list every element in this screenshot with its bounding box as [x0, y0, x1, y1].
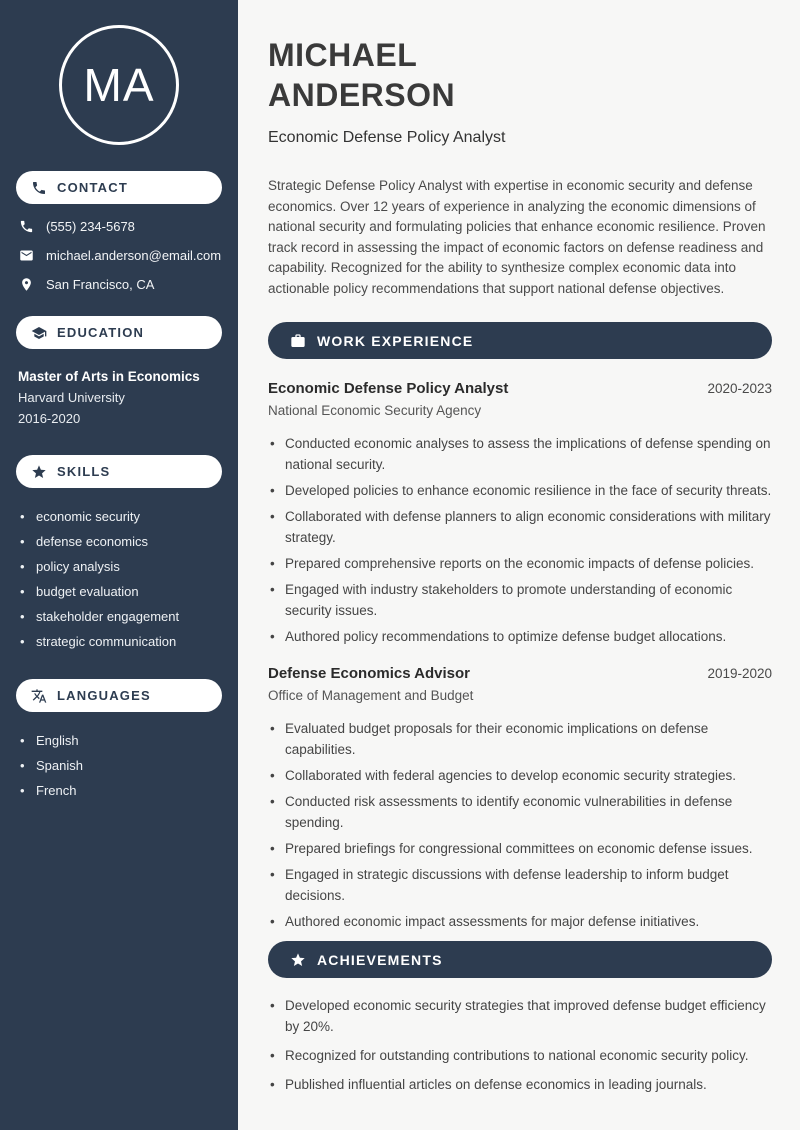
work-experience-section-title: WORK EXPERIENCE — [317, 332, 474, 349]
job-company: National Economic Security Agency — [268, 403, 482, 418]
skills-section-header — [16, 455, 222, 488]
education-degree: Master of Arts in Economics — [18, 369, 200, 384]
email-address: michael.anderson@email.com — [46, 248, 222, 263]
job-bullet: • Prepared briefings for congressional committees on economic defense issues. — [268, 838, 772, 859]
job-bullet: • Authored economic impact assessments for major defense initiatives. — [268, 911, 772, 932]
language-item: • French — [20, 778, 222, 803]
job-bullet: • Evaluated budget proposals for their economic implications on defense capabilities. — [268, 718, 772, 760]
skill-item: • defense economics — [20, 529, 222, 554]
skills-section-title: SKILLS — [57, 464, 111, 479]
job-header — [268, 380, 772, 397]
phone-icon — [19, 219, 34, 234]
achievements-section-header — [268, 941, 772, 978]
job-bullet: • Engaged with industry stakeholders to promote understanding of economic security issues. — [268, 579, 772, 621]
skill-item: • strategic communication — [20, 629, 222, 654]
job-dates: 2019-2020 — [707, 666, 772, 681]
education-years: 2016-2020 — [18, 411, 81, 426]
achievement-bullet: • Recognized for outstanding contributions to national economic security policy. — [268, 1045, 772, 1066]
job-bullet: • Conducted economic analyses to assess the implications of defense spending on national security. — [268, 433, 772, 475]
languages-section-title: LANGUAGES — [57, 688, 151, 703]
location-text: San Francisco, CA — [46, 277, 155, 292]
job-dates: 2020-2023 — [707, 381, 772, 396]
main-content — [238, 0, 800, 1130]
job-bullet: • Prepared comprehensive reports on the economic impacts of defense policies. — [268, 553, 772, 574]
language-item: • English — [20, 728, 222, 753]
education-section-title: EDUCATION — [57, 325, 145, 340]
avatar-initials: MA — [83, 59, 155, 111]
contact-section-header — [16, 171, 222, 204]
job-bullet-list — [268, 433, 772, 647]
achievement-bullet: • Developed economic security strategies that improved defense budget efficiency by 20%. — [268, 995, 772, 1037]
email-icon — [19, 248, 34, 263]
briefcase-icon — [290, 333, 306, 349]
job-role: Economic Defense Policy Analyst — [268, 380, 509, 397]
job-bullet: • Collaborated with defense planners to align economic considerations with military strategy. — [268, 506, 772, 548]
location-icon — [19, 277, 34, 292]
star-icon — [31, 464, 47, 480]
candidate-first-name: MICHAEL — [268, 37, 418, 73]
language-item: • Spanish — [20, 753, 222, 778]
job-company: Office of Management and Budget — [268, 688, 474, 703]
languages-list — [16, 728, 222, 803]
job-header — [268, 665, 772, 682]
phone-number: (555) 234-5678 — [46, 219, 135, 234]
contact-list — [16, 219, 222, 292]
skill-item: • economic security — [20, 504, 222, 529]
job-bullet: • Developed policies to enhance economic resilience in the face of security threats. — [268, 480, 772, 501]
job-bullet: • Engaged in strategic discussions with defense leadership to inform budget decisions. — [268, 864, 772, 906]
achievements-section-title: ACHIEVEMENTS — [317, 951, 443, 968]
contact-section-title: CONTACT — [57, 180, 128, 195]
achievement-bullet: • Published influential articles on defense economics in leading journals. — [268, 1074, 772, 1095]
translate-icon — [31, 688, 47, 704]
education-section-header — [16, 316, 222, 349]
job-bullet: • Authored policy recommendations to optimize defense budget allocations. — [268, 626, 772, 647]
graduation-cap-icon — [31, 325, 47, 341]
skill-item: • stakeholder engagement — [20, 604, 222, 629]
skills-list — [16, 504, 222, 654]
education-school: Harvard University — [18, 390, 125, 405]
work-experience-section-header — [268, 322, 772, 359]
contact-location-row — [16, 277, 222, 292]
achievements-list — [268, 995, 772, 1095]
star-icon — [290, 952, 306, 968]
contact-phone-row — [16, 219, 222, 234]
education-entry — [16, 366, 222, 429]
languages-section-header — [16, 679, 222, 712]
avatar — [59, 25, 179, 145]
job-entry — [268, 665, 772, 932]
skill-item: • budget evaluation — [20, 579, 222, 604]
candidate-name — [268, 35, 772, 115]
job-bullet: • Conducted risk assessments to identify economic vulnerabilities in defense spending. — [268, 791, 772, 833]
job-bullet: • Collaborated with federal agencies to develop economic security strategies. — [268, 765, 772, 786]
sidebar — [0, 0, 238, 1130]
job-entry — [268, 380, 772, 647]
contact-email-row — [16, 248, 222, 263]
job-role: Defense Economics Advisor — [268, 665, 471, 682]
skill-item: • policy analysis — [20, 554, 222, 579]
summary-paragraph: Strategic Defense Policy Analyst with expertise in economic security and defense economics. Over 12 years of experience in analyzing the economic dimensions of national security and formulating policies that enhance economic resilience. Proven track record in assessing the impact of economic factors on defense readiness and capability. Recognized for the ability to synthesize complex economic data into actionable policy recommendations that support national defense objectives. — [268, 178, 766, 296]
phone-icon — [31, 180, 47, 196]
job-bullet-list — [268, 718, 772, 932]
candidate-last-name: ANDERSON — [268, 77, 456, 113]
candidate-job-title: Economic Defense Policy Analyst — [268, 129, 506, 146]
